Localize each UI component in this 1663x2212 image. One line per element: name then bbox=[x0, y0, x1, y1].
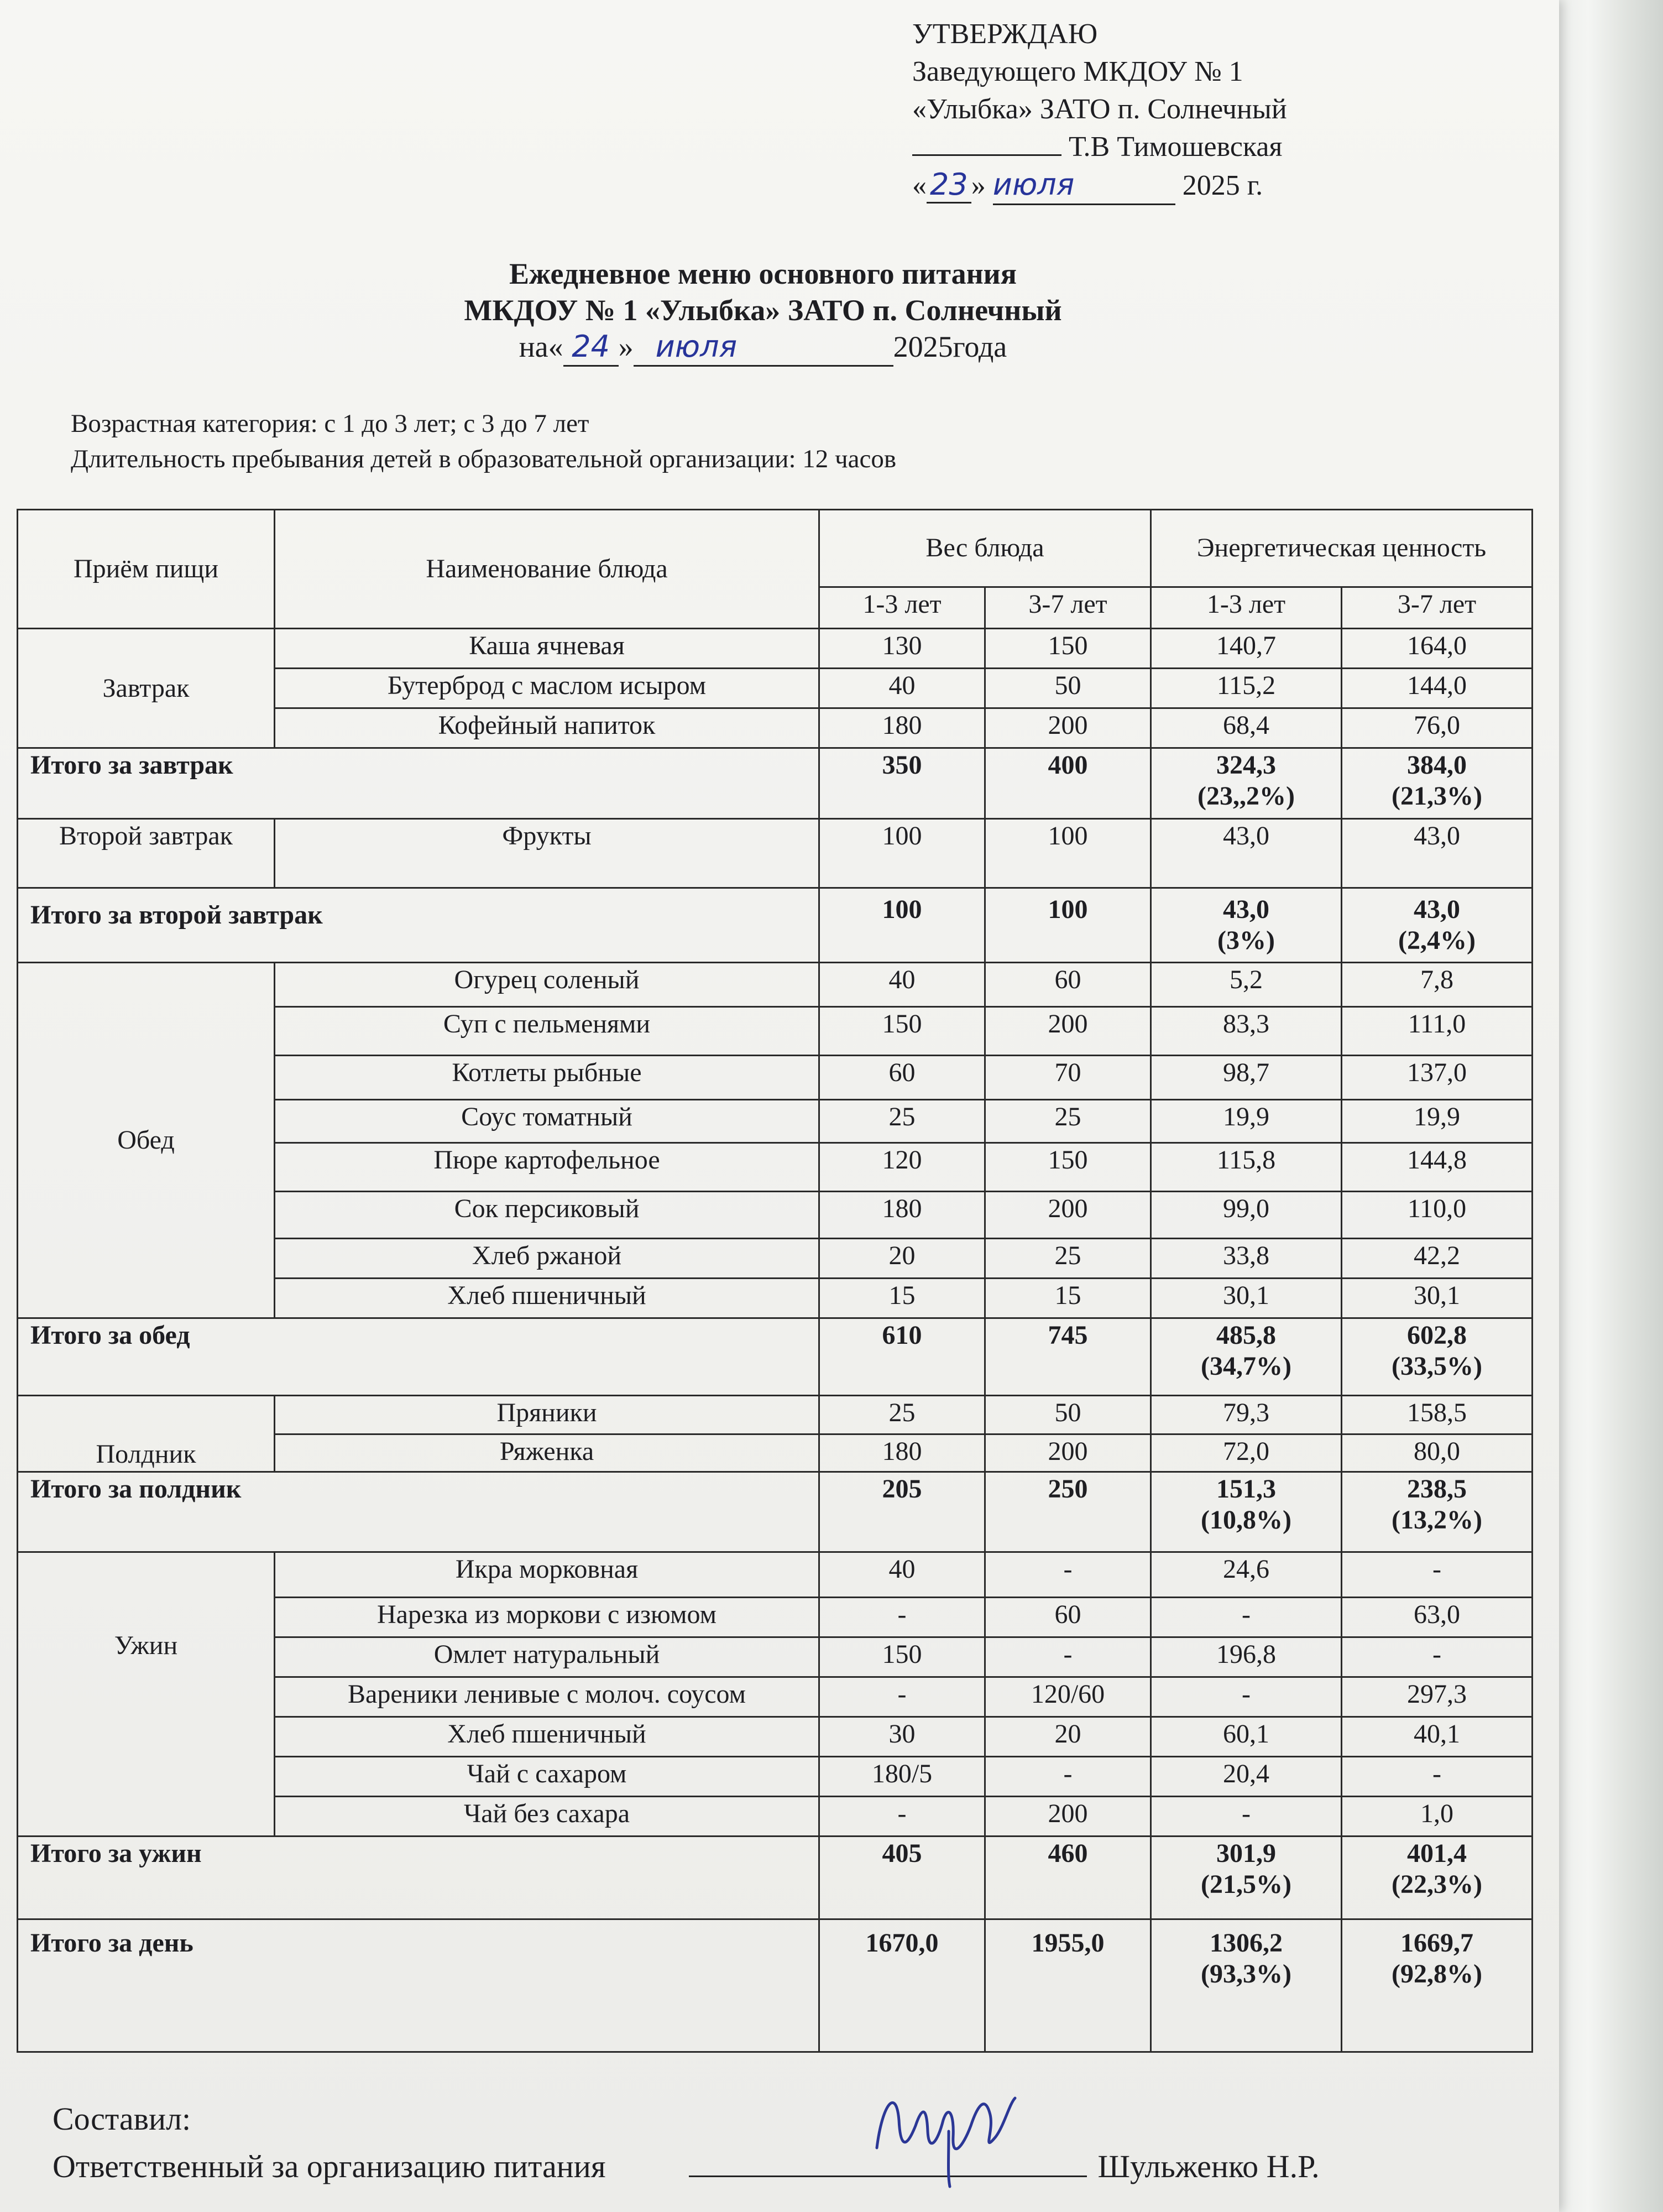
energy-1-3: 24,6 bbox=[1151, 1552, 1342, 1598]
header-meal: Приём пищи bbox=[18, 510, 275, 629]
energy-3-7: 63,0 bbox=[1342, 1598, 1533, 1637]
menu-meta bbox=[71, 406, 896, 477]
total-energy-percent: (33,5%) bbox=[1392, 1352, 1482, 1381]
dish-name: Пряники bbox=[275, 1396, 819, 1434]
dish-name: Соус томатный bbox=[275, 1100, 819, 1143]
weight-3-7: 15 bbox=[985, 1279, 1151, 1318]
meal-snack: Полдник bbox=[18, 1396, 275, 1472]
total-weight-3-7: 745 bbox=[985, 1318, 1151, 1396]
approval-title: УТВЕРЖДАЮ bbox=[912, 18, 1098, 50]
total-energy-value: 324,3 bbox=[1216, 750, 1276, 780]
weight-3-7: 200 bbox=[985, 1192, 1151, 1239]
total-energy-3-7 bbox=[1342, 1919, 1533, 2052]
total-energy-percent: (93,3%) bbox=[1201, 1959, 1291, 1989]
total-energy-value: 384,0 bbox=[1407, 750, 1467, 780]
weight-3-7: 200 bbox=[985, 708, 1151, 748]
weight-3-7: - bbox=[985, 1637, 1151, 1677]
header-weight-3-7: 3-7 лет bbox=[985, 587, 1151, 628]
energy-3-7: 19,9 bbox=[1342, 1100, 1533, 1143]
menu-date bbox=[0, 328, 1526, 367]
dish-name: Хлеб пшеничный bbox=[275, 1717, 819, 1757]
approval-position: Заведующего МКДОУ № 1 bbox=[912, 56, 1243, 87]
stay-duration: Длительность пребывания детей в образовательной организации: 12 часов bbox=[71, 445, 897, 473]
dish-name: Сок персиковый bbox=[275, 1192, 819, 1239]
weight-1-3: 40 bbox=[819, 669, 985, 708]
total-weight-3-7: 250 bbox=[985, 1472, 1151, 1552]
total-energy-percent: (21,5%) bbox=[1201, 1870, 1291, 1899]
energy-3-7: 42,2 bbox=[1342, 1239, 1533, 1279]
total-energy-3-7 bbox=[1342, 1318, 1533, 1396]
approval-year: 2025 г. bbox=[1182, 170, 1263, 201]
total-energy-percent: (92,8%) bbox=[1392, 1959, 1482, 1989]
meal-lunch: Обед bbox=[18, 963, 275, 1318]
weight-3-7: 200 bbox=[985, 1797, 1151, 1837]
energy-1-3: 115,2 bbox=[1151, 669, 1342, 708]
weight-3-7: - bbox=[985, 1757, 1151, 1797]
weight-1-3: 15 bbox=[819, 1279, 985, 1318]
weight-1-3: 180 bbox=[819, 708, 985, 748]
menu-day-handwritten: 24 bbox=[563, 328, 619, 367]
dish-name: Фрукты bbox=[275, 819, 819, 888]
total-row-day bbox=[18, 1919, 1533, 2052]
energy-3-7: 144,8 bbox=[1342, 1143, 1533, 1192]
energy-3-7: - bbox=[1342, 1637, 1533, 1677]
total-energy-3-7 bbox=[1342, 748, 1533, 819]
total-energy-percent: (13,2%) bbox=[1392, 1505, 1482, 1535]
weight-1-3: 100 bbox=[819, 819, 985, 888]
title-line-2: МКДОУ № 1 «Улыбка» ЗАТО п. Солнечный bbox=[464, 294, 1062, 327]
energy-3-7: - bbox=[1342, 1757, 1533, 1797]
weight-1-3: - bbox=[819, 1677, 985, 1717]
dish-name: Нарезка из моркови с изюмом bbox=[275, 1598, 819, 1637]
menu-table bbox=[17, 509, 1533, 2053]
approval-date bbox=[912, 166, 1520, 205]
total-row-second-breakfast bbox=[18, 888, 1533, 963]
header-weight: Вес блюда bbox=[819, 510, 1151, 587]
dish-name: Хлеб ржаной bbox=[275, 1239, 819, 1279]
total-energy-1-3 bbox=[1151, 748, 1342, 819]
total-energy-value: 43,0 bbox=[1414, 895, 1460, 924]
energy-3-7: 7,8 bbox=[1342, 963, 1533, 1007]
energy-1-3: - bbox=[1151, 1598, 1342, 1637]
compiled-by-label: Составил: bbox=[53, 2101, 191, 2137]
total-row-breakfast bbox=[18, 748, 1533, 819]
energy-1-3: 43,0 bbox=[1151, 819, 1342, 888]
energy-1-3: 60,1 bbox=[1151, 1717, 1342, 1757]
weight-1-3: 150 bbox=[819, 1007, 985, 1056]
energy-1-3: 20,4 bbox=[1151, 1757, 1342, 1797]
weight-1-3: - bbox=[819, 1797, 985, 1837]
approval-signature-line bbox=[912, 128, 1520, 166]
dish-name: Чай без сахара bbox=[275, 1797, 819, 1837]
weight-1-3: 60 bbox=[819, 1056, 985, 1100]
total-energy-3-7 bbox=[1342, 888, 1533, 963]
weight-1-3: 180 bbox=[819, 1192, 985, 1239]
energy-3-7: 111,0 bbox=[1342, 1007, 1533, 1056]
table-row bbox=[18, 963, 1533, 1007]
weight-1-3: 25 bbox=[819, 1396, 985, 1434]
weight-3-7: 200 bbox=[985, 1007, 1151, 1056]
total-energy-1-3 bbox=[1151, 1919, 1342, 2052]
age-category: Возрастная категория: с 1 до 3 лет; с 3 до 7 лет bbox=[71, 409, 589, 438]
total-weight-1-3: 405 bbox=[819, 1837, 985, 1919]
energy-1-3: 196,8 bbox=[1151, 1637, 1342, 1677]
total-energy-3-7 bbox=[1342, 1837, 1533, 1919]
weight-1-3: 180/5 bbox=[819, 1757, 985, 1797]
header-weight-1-3: 1-3 лет bbox=[819, 587, 985, 628]
energy-1-3: - bbox=[1151, 1797, 1342, 1837]
responsible-name: Шульженко Н.Р. bbox=[1097, 2148, 1320, 2184]
total-energy-value: 151,3 bbox=[1216, 1474, 1276, 1504]
total-label: Итого за полдник bbox=[18, 1472, 819, 1552]
energy-3-7: 76,0 bbox=[1342, 708, 1533, 748]
responsible-line bbox=[53, 2142, 1545, 2190]
menu-month-handwritten: июля bbox=[634, 328, 893, 367]
weight-1-3: 25 bbox=[819, 1100, 985, 1143]
approval-organization: «Улыбка» ЗАТО п. Солнечный bbox=[912, 93, 1287, 125]
total-weight-1-3: 610 bbox=[819, 1318, 985, 1396]
energy-1-3: - bbox=[1151, 1677, 1342, 1717]
dish-name: Чай с сахаром bbox=[275, 1757, 819, 1797]
title-line-1: Ежедневное меню основного питания bbox=[509, 257, 1017, 290]
dish-name: Бутерброд с маслом исыром bbox=[275, 669, 819, 708]
total-energy-value: 1669,7 bbox=[1400, 1928, 1473, 1958]
energy-3-7: 110,0 bbox=[1342, 1192, 1533, 1239]
energy-3-7: - bbox=[1342, 1552, 1533, 1598]
energy-1-3: 99,0 bbox=[1151, 1192, 1342, 1239]
energy-3-7: 43,0 bbox=[1342, 819, 1533, 888]
energy-3-7: 1,0 bbox=[1342, 1797, 1533, 1837]
weight-1-3: 20 bbox=[819, 1239, 985, 1279]
total-weight-3-7: 1955,0 bbox=[985, 1919, 1151, 2052]
total-weight-3-7: 460 bbox=[985, 1837, 1151, 1919]
weight-1-3: - bbox=[819, 1598, 985, 1637]
energy-1-3: 33,8 bbox=[1151, 1239, 1342, 1279]
energy-3-7: 137,0 bbox=[1342, 1056, 1533, 1100]
total-energy-1-3 bbox=[1151, 888, 1342, 963]
table-row bbox=[18, 629, 1533, 669]
total-weight-1-3: 1670,0 bbox=[819, 1919, 985, 2052]
total-energy-1-3 bbox=[1151, 1837, 1342, 1919]
header-energy-1-3: 1-3 лет bbox=[1151, 587, 1342, 628]
weight-3-7: 50 bbox=[985, 669, 1151, 708]
energy-1-3: 68,4 bbox=[1151, 708, 1342, 748]
total-energy-percent: (10,8%) bbox=[1201, 1505, 1291, 1535]
total-weight-3-7: 400 bbox=[985, 748, 1151, 819]
total-energy-percent: (2,4%) bbox=[1398, 926, 1476, 955]
energy-1-3: 5,2 bbox=[1151, 963, 1342, 1007]
total-energy-value: 301,9 bbox=[1216, 1839, 1276, 1868]
total-energy-value: 485,8 bbox=[1216, 1321, 1276, 1350]
weight-1-3: 120 bbox=[819, 1143, 985, 1192]
weight-3-7: 25 bbox=[985, 1239, 1151, 1279]
total-label: Итого за второй завтрак bbox=[18, 888, 819, 963]
total-energy-percent: (22,3%) bbox=[1392, 1870, 1482, 1899]
total-energy-value: 1306,2 bbox=[1210, 1928, 1283, 1958]
weight-3-7: 25 bbox=[985, 1100, 1151, 1143]
date-quote-close: » bbox=[971, 170, 986, 201]
dish-name: Огурец соленый bbox=[275, 963, 819, 1007]
dish-name: Котлеты рыбные bbox=[275, 1056, 819, 1100]
total-energy-percent: (34,7%) bbox=[1201, 1352, 1291, 1381]
table-row bbox=[18, 819, 1533, 888]
weight-3-7: 70 bbox=[985, 1056, 1151, 1100]
total-weight-3-7: 100 bbox=[985, 888, 1151, 963]
meal-dinner: Ужин bbox=[18, 1552, 275, 1837]
weight-3-7: 150 bbox=[985, 1143, 1151, 1192]
signature-field bbox=[689, 2142, 1087, 2177]
meal-second-breakfast: Второй завтрак bbox=[18, 819, 275, 888]
date-quote-open: « bbox=[912, 170, 927, 201]
dish-name: Хлеб пшеничный bbox=[275, 1279, 819, 1318]
weight-1-3: 130 bbox=[819, 629, 985, 669]
total-energy-value: 238,5 bbox=[1407, 1474, 1467, 1504]
total-energy-3-7 bbox=[1342, 1472, 1533, 1552]
signature-blank bbox=[912, 129, 1061, 156]
footer bbox=[53, 2096, 1545, 2190]
weight-3-7: 100 bbox=[985, 819, 1151, 888]
weight-3-7: 50 bbox=[985, 1396, 1151, 1434]
energy-1-3: 98,7 bbox=[1151, 1056, 1342, 1100]
dish-name: Суп с пельменями bbox=[275, 1007, 819, 1056]
weight-1-3: 180 bbox=[819, 1434, 985, 1472]
background-sleeve bbox=[1548, 0, 1663, 2212]
approval-signer: Т.В Тимошевская bbox=[1069, 131, 1283, 163]
header-energy: Энергетическая ценность bbox=[1151, 510, 1533, 587]
total-energy-percent: (3%) bbox=[1217, 926, 1275, 955]
energy-3-7: 297,3 bbox=[1342, 1677, 1533, 1717]
dish-name: Вареники ленивые с молоч. соусом bbox=[275, 1677, 819, 1717]
weight-1-3: 30 bbox=[819, 1717, 985, 1757]
header-dish: Наименование блюда bbox=[275, 510, 819, 629]
total-weight-1-3: 205 bbox=[819, 1472, 985, 1552]
energy-1-3: 19,9 bbox=[1151, 1100, 1342, 1143]
weight-1-3: 40 bbox=[819, 963, 985, 1007]
energy-1-3: 83,3 bbox=[1151, 1007, 1342, 1056]
energy-1-3: 72,0 bbox=[1151, 1434, 1342, 1472]
weight-1-3: 40 bbox=[819, 1552, 985, 1598]
weight-3-7: 20 bbox=[985, 1717, 1151, 1757]
energy-3-7: 40,1 bbox=[1342, 1717, 1533, 1757]
header-row bbox=[18, 510, 1533, 587]
table-row bbox=[18, 1396, 1533, 1434]
total-weight-1-3: 100 bbox=[819, 888, 985, 963]
dish-name: Омлет натуральный bbox=[275, 1637, 819, 1677]
energy-1-3: 140,7 bbox=[1151, 629, 1342, 669]
energy-1-3: 79,3 bbox=[1151, 1396, 1342, 1434]
weight-1-3: 150 bbox=[819, 1637, 985, 1677]
total-energy-1-3 bbox=[1151, 1318, 1342, 1396]
weight-3-7: 120/60 bbox=[985, 1677, 1151, 1717]
menu-year: 2025года bbox=[893, 330, 1007, 363]
document-title bbox=[0, 255, 1526, 367]
total-row-snack bbox=[18, 1472, 1533, 1552]
menu-date-quote: » bbox=[618, 330, 634, 363]
approval-block bbox=[912, 15, 1520, 205]
total-label: Итого за завтрак bbox=[18, 748, 819, 819]
energy-3-7: 144,0 bbox=[1342, 669, 1533, 708]
total-label: Итого за ужин bbox=[18, 1837, 819, 1919]
dish-name: Каша ячневая bbox=[275, 629, 819, 669]
energy-3-7: 158,5 bbox=[1342, 1396, 1533, 1434]
dish-name: Пюре картофельное bbox=[275, 1143, 819, 1192]
total-energy-value: 602,8 bbox=[1407, 1321, 1467, 1350]
weight-3-7: 60 bbox=[985, 1598, 1151, 1637]
header-energy-3-7: 3-7 лет bbox=[1342, 587, 1533, 628]
total-energy-value: 401,4 bbox=[1407, 1839, 1467, 1868]
responsible-label: Ответственный за организацию питания bbox=[53, 2148, 606, 2184]
weight-3-7: 200 bbox=[985, 1434, 1151, 1472]
total-energy-percent: (23,,2%) bbox=[1197, 781, 1295, 811]
total-row-lunch bbox=[18, 1318, 1533, 1396]
weight-3-7: 150 bbox=[985, 629, 1151, 669]
table-row bbox=[18, 1552, 1533, 1598]
total-label: Итого за день bbox=[18, 1919, 819, 2052]
total-energy-value: 43,0 bbox=[1223, 895, 1269, 924]
energy-3-7: 164,0 bbox=[1342, 629, 1533, 669]
dish-name: Кофейный напиток bbox=[275, 708, 819, 748]
dish-name: Икра морковная bbox=[275, 1552, 819, 1598]
energy-3-7: 80,0 bbox=[1342, 1434, 1533, 1472]
menu-date-prefix: на« bbox=[519, 330, 563, 363]
energy-1-3: 115,8 bbox=[1151, 1143, 1342, 1192]
weight-3-7: 60 bbox=[985, 963, 1151, 1007]
total-energy-1-3 bbox=[1151, 1472, 1342, 1552]
energy-1-3: 30,1 bbox=[1151, 1279, 1342, 1318]
approval-day-handwritten: 23 bbox=[927, 167, 971, 204]
total-row-dinner bbox=[18, 1837, 1533, 1919]
handwritten-signature bbox=[866, 2070, 1032, 2192]
dish-name: Ряженка bbox=[275, 1434, 819, 1472]
approval-month-handwritten: июля bbox=[993, 166, 1175, 205]
total-energy-percent: (21,3%) bbox=[1392, 781, 1482, 811]
weight-3-7: - bbox=[985, 1552, 1151, 1598]
energy-3-7: 30,1 bbox=[1342, 1279, 1533, 1318]
meal-breakfast: Завтрак bbox=[18, 629, 275, 748]
total-weight-1-3: 350 bbox=[819, 748, 985, 819]
total-label: Итого за обед bbox=[18, 1318, 819, 1396]
